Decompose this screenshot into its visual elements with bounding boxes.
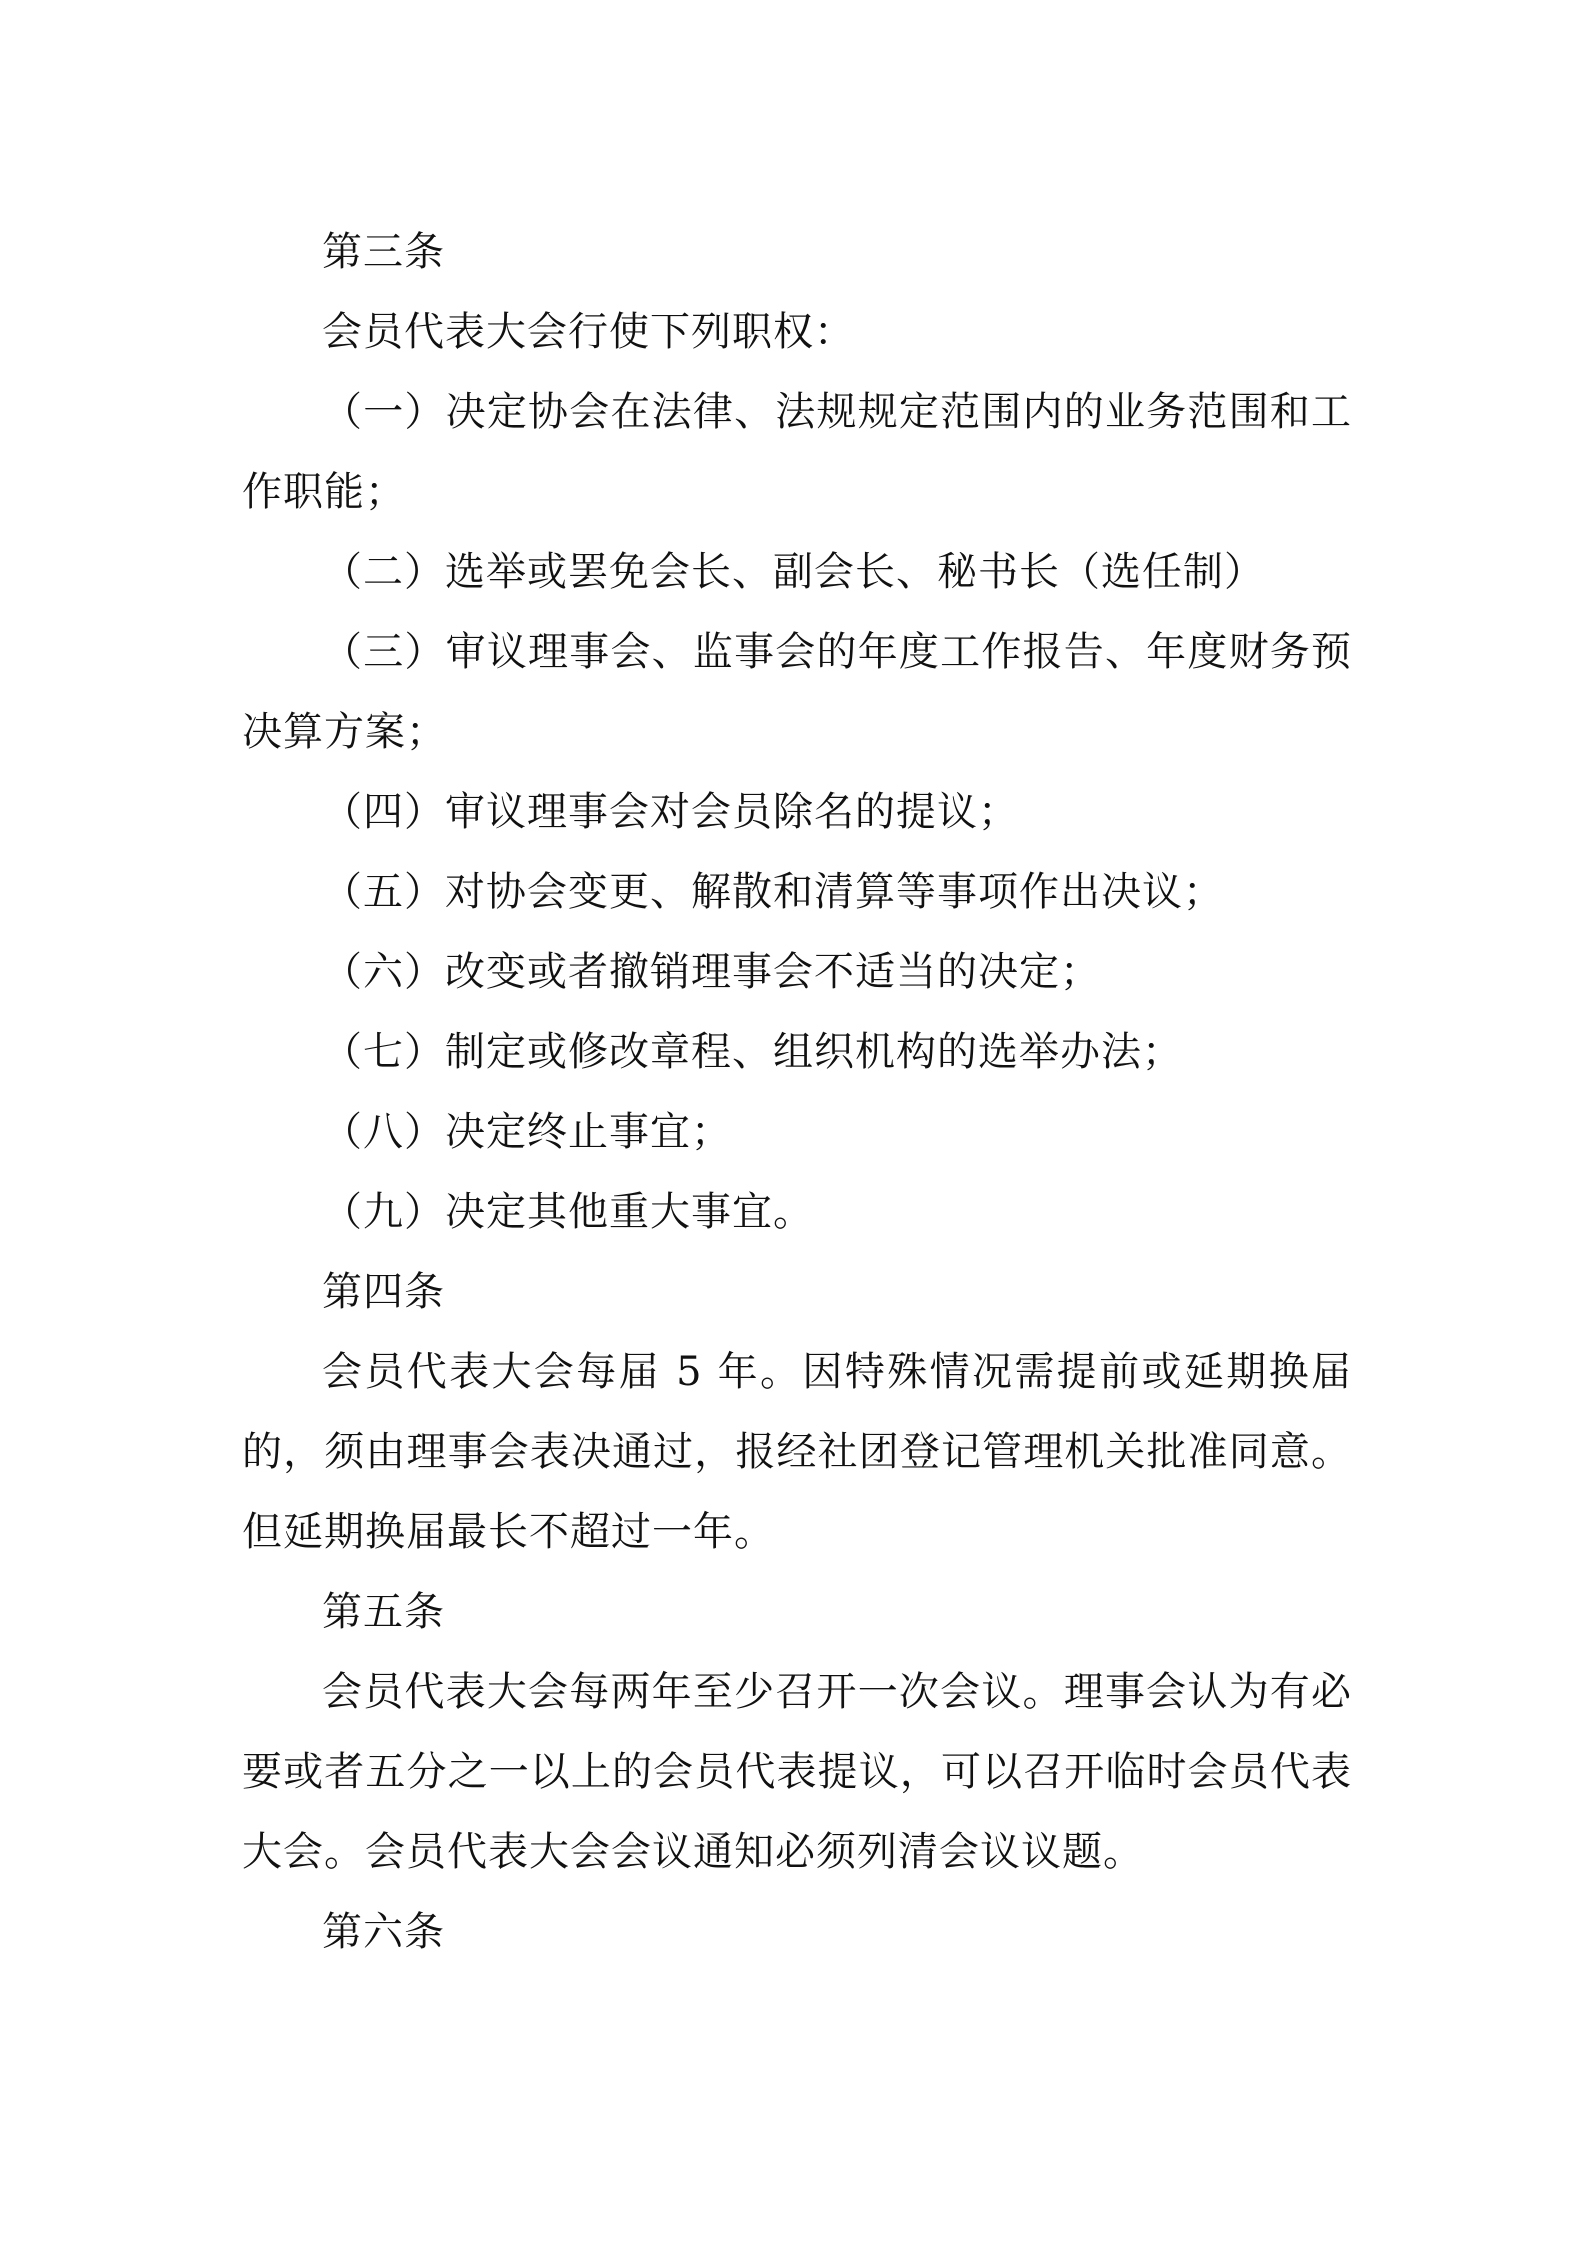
paragraph: 会员代表大会行使下列职权： — [322, 309, 855, 355]
paragraph: 会员代表大会每届 5 年。因特殊情况需提前或延期换届的，须由理事会表决通过，报经社团登记管理机关批准同意。但延期换届最长不超过一年。 — [242, 1349, 1352, 1555]
article-heading: 第三条 — [322, 229, 445, 275]
article-heading: 第四条 — [322, 1269, 445, 1315]
list-item: （二）选举或罢免会长、副会长、秘书长（选任制） — [322, 549, 1265, 595]
article-heading: 第六条 — [322, 1909, 445, 1955]
article-heading: 第五条 — [322, 1589, 445, 1635]
list-item: （九）决定其他重大事宜。 — [322, 1189, 814, 1235]
list-item: （五）对协会变更、解散和清算等事项作出决议； — [322, 869, 1224, 915]
list-item: （一）决定协会在法律、法规规定范围内的业务范围和工作职能； — [242, 389, 1352, 515]
list-item: （四）审议理事会对会员除名的提议； — [322, 789, 1019, 835]
list-item: （六）改变或者撤销理事会不适当的决定； — [322, 949, 1101, 995]
list-item: （八）决定终止事宜； — [322, 1109, 732, 1155]
document-body — [242, 212, 1352, 1972]
paragraph: 会员代表大会每两年至少召开一次会议。理事会认为有必要或者五分之一以上的会员代表提议，可以召开临时会员代表大会。会员代表大会会议通知必须列清会议议题。 — [242, 1669, 1352, 1875]
list-item: （七）制定或修改章程、组织机构的选举办法； — [322, 1029, 1183, 1075]
list-item: （三）审议理事会、监事会的年度工作报告、年度财务预决算方案； — [242, 629, 1352, 755]
